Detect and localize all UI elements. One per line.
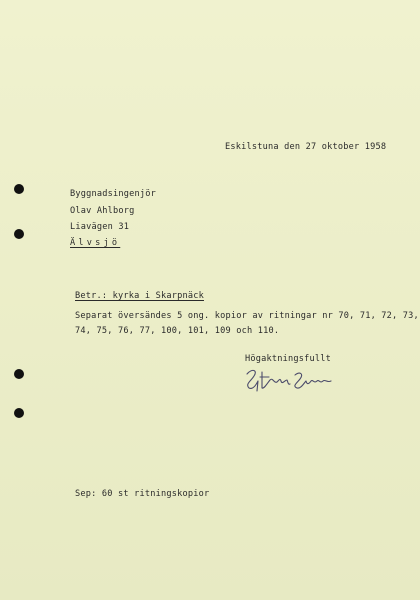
body-line-1: Separat översändes 5 ong. kopior av ritningar nr 70, 71, 72, 73, — [75, 311, 419, 321]
punch-hole — [14, 184, 24, 194]
punch-hole — [14, 369, 24, 379]
enclosure-note: Sep: 60 st ritningskopior — [75, 489, 210, 499]
recipient-name: Olav Ahlborg — [70, 206, 135, 216]
closing: Högaktningsfullt — [245, 354, 331, 364]
subject-line: Betr.: kyrka i Skarpnäck — [75, 291, 204, 301]
recipient-street: Liavägen 31 — [70, 222, 130, 232]
punch-hole — [14, 408, 24, 418]
place-date: Eskilstuna den 27 oktober 1958 — [225, 142, 387, 152]
handwritten-signature — [243, 366, 335, 392]
recipient-title: Byggnadsingenjör — [70, 189, 156, 199]
body-line-2: 74, 75, 76, 77, 100, 101, 109 och 110. — [75, 326, 280, 336]
recipient-city: Älvsjö — [70, 238, 121, 248]
punch-hole — [14, 229, 24, 239]
